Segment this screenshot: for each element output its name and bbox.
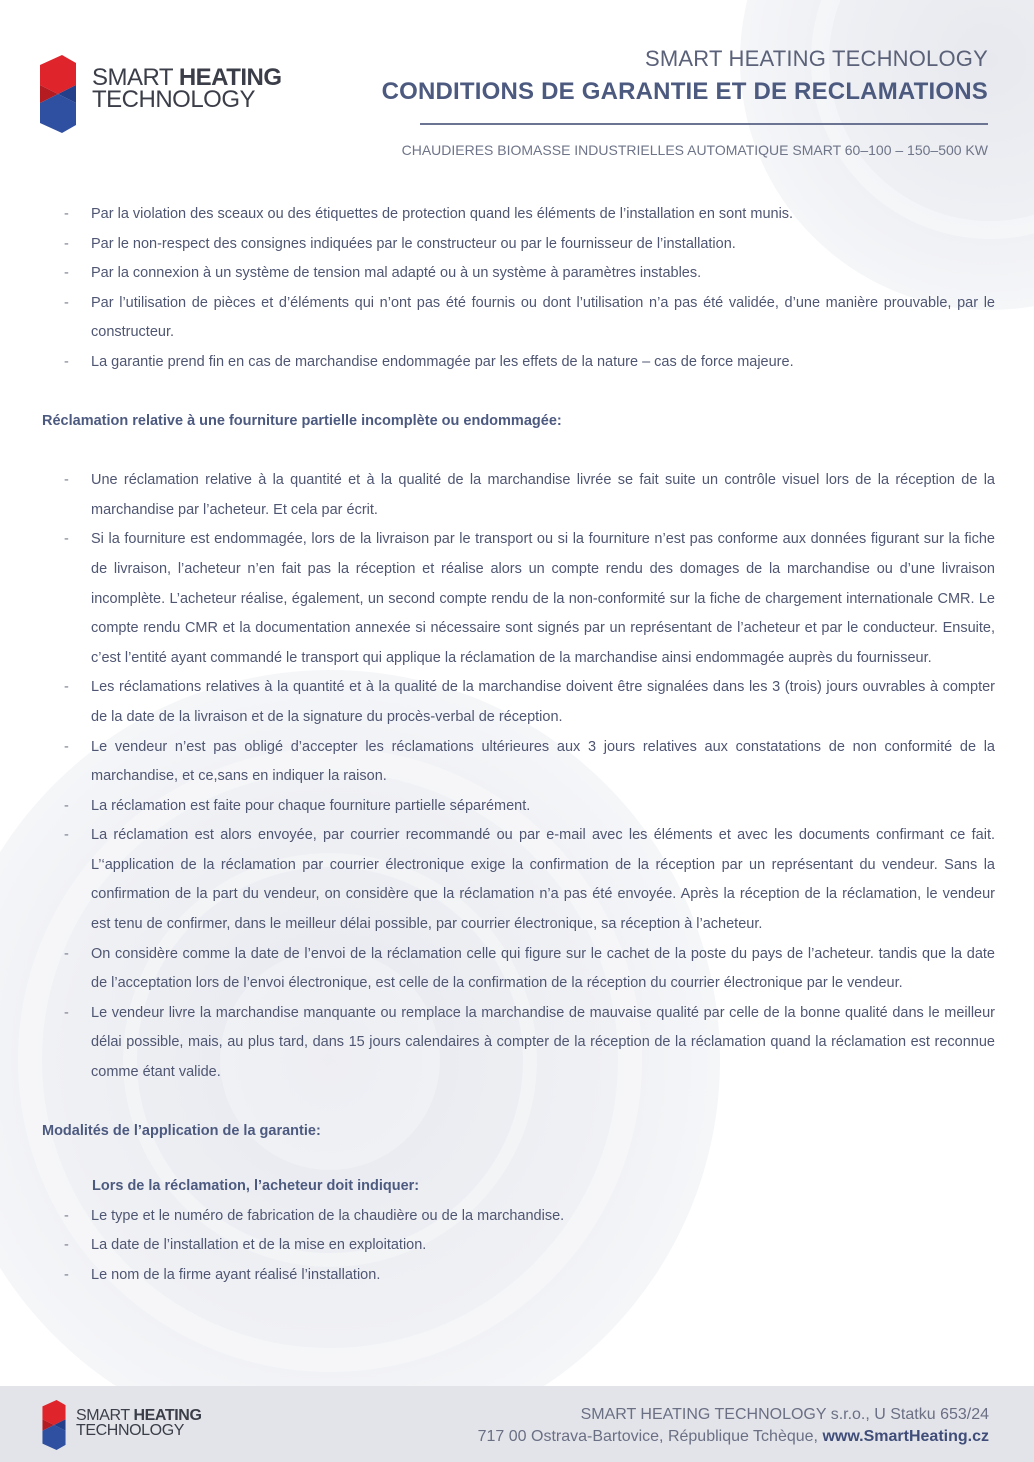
list-item-text: La garantie prend fin en cas de marchandise endommagée par les effets de la nature – cas de force majeure.: [91, 353, 794, 370]
bullet-dash: -: [64, 353, 69, 370]
bullet-dash: -: [64, 797, 69, 814]
footer-logo-word-heating: HEATING: [133, 1407, 202, 1424]
page-footer: [0, 1386, 1034, 1462]
footer-website-link[interactable]: www.SmartHeating.cz: [822, 1428, 989, 1445]
intro-bullet-list: [42, 200, 995, 378]
footer-address-line1: SMART HEATING TECHNOLOGY s.r.o., U Statku 653/24: [580, 1406, 989, 1423]
list-item-text: La réclamation est alors envoyée, par courrier recommandé ou par e-mail avec les éléments et avec les documents confirmant ce fait. L’‘application de la réclamation par courrier électronique exige la confirmation de la réception par un représentant du vendeur. Sans la confirmation de la part du vendeur, on considère que la réclamation n’a pas été envoyée. Après la réception de la réclamation, le vendeur est tenu de confirmer, dans le meilleur délai possible, par courrier électronique, sa réception à l’acheteur.: [91, 827, 995, 933]
list-item-text: Le vendeur livre la marchandise manquante ou remplace la marchandise de mauvaise qualité par celle de la bonne qualité dans le meilleur délai possible, mais, au plus tard, dans 15 jours calendaires à compter de la réception de la réclamation quand la réclamation est reconnue comme étant valide.: [91, 1004, 995, 1081]
list-item: [42, 348, 995, 378]
logo-mark-icon: [40, 55, 76, 133]
footer-address-line2: 717 00 Ostrava-Bartovice, République Tchèque,: [477, 1428, 818, 1445]
list-item: [42, 525, 995, 673]
logo-word-smart: SMART: [92, 64, 173, 91]
document-title: CONDITIONS DE GARANTIE ET DE RECLAMATIONS: [381, 78, 988, 105]
section-heading-modalites: Modalités de l’application de la garantie:: [42, 1122, 321, 1139]
list-item: [42, 230, 995, 260]
section-heading-reclamation: Réclamation relative à une fourniture partielle incomplète ou endommagée:: [42, 412, 562, 429]
subheading-acheteur: Lors de la réclamation, l’acheteur doit indiquer:: [92, 1178, 420, 1195]
header-divider: [420, 123, 988, 125]
document-body: [42, 200, 995, 1291]
list-item-text: Par la connexion à un système de tension mal adapté ou à un système à paramètres instables.: [91, 265, 702, 282]
footer-logo-word-technology: TECHNOLOGY: [76, 1422, 185, 1439]
company-logo: [40, 55, 330, 135]
bullet-dash: -: [64, 1207, 69, 1224]
list-item: [42, 1261, 995, 1291]
list-item: [42, 1202, 995, 1232]
document-subtitle: CHAUDIERES BIOMASSE INDUSTRIELLES AUTOMATIQUE SMART 60–100 – 150–500 KW: [401, 142, 988, 158]
list-item-text: Les réclamations relatives à la quantité et à la qualité de la marchandise doivent être signalées dans les 3 (trois) jours ouvrables à compter de la date de la livraison et de la signature du procès-verbal de réception.: [91, 679, 995, 725]
list-item: [42, 940, 995, 999]
list-item-text: La réclamation est faite pour chaque fourniture partielle séparément.: [91, 797, 531, 814]
logo-word-technology: TECHNOLOGY: [92, 86, 256, 113]
bullet-dash: -: [64, 294, 69, 311]
list-item-text: Le nom de la firme ayant réalisé l’installation.: [91, 1267, 381, 1283]
footer-logo-word-smart: SMART: [76, 1407, 130, 1424]
footer-logo-mark-icon: [42, 1400, 66, 1450]
list-item: [42, 200, 995, 230]
list-item: [42, 1231, 995, 1261]
list-item-text: Le vendeur n’est pas obligé d’accepter les réclamations ultérieures aux 3 jours relatives aux constatations de non conformité de la marchandise, et ce,sans en indiquer la raison.: [91, 738, 995, 785]
bullet-dash: -: [64, 827, 69, 844]
logo-wordmark: [92, 64, 282, 113]
footer-logo: [42, 1400, 232, 1450]
list-item: [42, 259, 995, 289]
list-item: [42, 821, 995, 939]
bullet-dash: -: [64, 531, 69, 548]
bullet-dash: -: [64, 738, 69, 755]
bullet-dash: -: [64, 265, 69, 282]
bullet-dash: -: [64, 1267, 69, 1283]
list-item: [42, 289, 995, 348]
list-item: [42, 466, 995, 525]
reclamation-bullet-list: [42, 466, 995, 1087]
bullet-dash: -: [64, 1004, 69, 1021]
list-item-text: Par la violation des sceaux ou des étiquettes de protection quand les éléments de l’installation en sont munis.: [91, 206, 794, 222]
bullet-dash: -: [64, 235, 69, 252]
list-item-text: La date de l’installation et de la mise en exploitation.: [91, 1237, 427, 1254]
list-item: [42, 792, 995, 822]
bullet-dash: -: [64, 679, 69, 696]
list-item-text: Une réclamation relative à la quantité et à la qualité de la marchandise livrée se fait suite un contrôle visuel lors de la réception de la marchandise par l’acheteur. Et cela par écrit.: [91, 472, 995, 518]
bullet-dash: -: [64, 1237, 69, 1254]
list-item-text: Par l’utilisation de pièces et d’éléments qui n’ont pas été fournis ou dont l’utilisation n’a pas été validée, d’une manière prouvable, par le constructeur.: [91, 294, 995, 341]
list-item-text: On considère comme la date de l’envoi de la réclamation celle qui figure sur le cachet de la poste du pays de l’acheteur. tandis que la date de l’acceptation lors de l’envoi électronique, est celle de la confirmation de la réception du courrier électronique par le vendeur.: [91, 945, 995, 992]
bullet-dash: -: [64, 945, 69, 962]
list-item-text: Le type et le numéro de fabrication de la chaudière ou de la marchandise.: [91, 1207, 565, 1224]
list-item: [42, 999, 995, 1088]
logo-word-heating: HEATING: [178, 64, 282, 91]
list-item: [42, 673, 995, 732]
list-item-text: Si la fourniture est endommagée, lors de la livraison par le transport ou si la fourniture n’est pas conforme aux données figurant sur la fiche de livraison, l’acheteur n’en fait pas la réception et réalise alors un compte rendu des domages de la marchandise ou d’une livraison incomplète. L’acheteur réalise, également, un second compte rendu de la non-conformité sur la fiche de chargement internationale CMR. Le compte rendu CMR et la documentation annexée si nécessaire sont signés par un représentant de l’acheteur et par le conducteur. Ensuite, c’est l’entité ayant commandé le transport qui applique la réclamation de la marchandise ainsi endommagée auprès du fournisseur.: [91, 531, 995, 666]
list-item: [42, 733, 995, 792]
footer-address: [478, 1404, 989, 1448]
list-item-text: Par le non-respect des consignes indiquées par le constructeur ou par le fournisseur de l’installation.: [91, 235, 736, 252]
header-company-name: SMART HEATING TECHNOLOGY: [644, 46, 988, 71]
bullet-dash: -: [64, 206, 69, 222]
footer-logo-wordmark: [76, 1408, 202, 1438]
modalites-bullet-list: [42, 1202, 995, 1291]
bullet-dash: -: [64, 472, 69, 489]
